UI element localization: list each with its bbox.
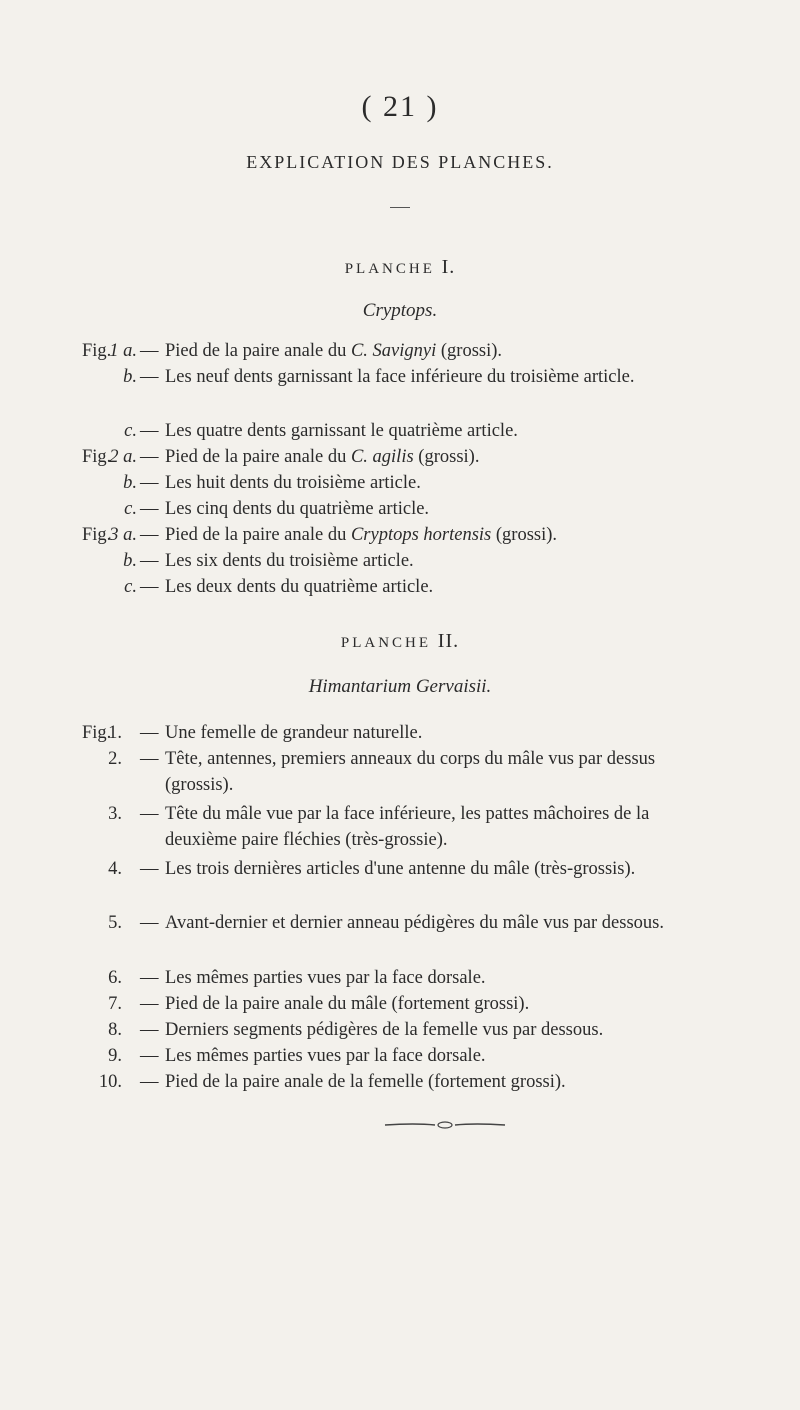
entry-dash: —	[140, 577, 159, 597]
entry-dash: —	[140, 525, 159, 545]
planche-1-heading: PLANCHE I.	[344, 256, 456, 278]
entry-dash: —	[140, 749, 159, 769]
entry-dash: —	[140, 447, 159, 467]
entry-text: Pied de la paire anale du C. Savignyi (grossi).	[165, 341, 503, 361]
end-ornament	[380, 1120, 510, 1130]
fig-label: Fig.	[82, 447, 112, 467]
entry-text: Une femelle de grandeur naturelle.	[165, 723, 423, 743]
entry-number: 2.	[108, 749, 122, 769]
entry-text: Les neuf dents garnissant la face inférieure du troisième article.	[165, 367, 635, 387]
entry-number: 7.	[108, 994, 122, 1014]
entry-text: Pied de la paire anale de la femelle (fortement grossi).	[165, 1072, 566, 1092]
entry-text: Avant-dernier et dernier anneau pédigères du mâle vus par dessous.	[165, 913, 664, 933]
entry-number: 8.	[108, 1020, 122, 1040]
entry-text: Les deux dents du quatrième article.	[165, 577, 434, 597]
entry-text: Tête, antennes, premiers anneaux du corps du mâle vus par dessus (grossis).	[165, 749, 656, 795]
planche-2-genus: Himantarium Gervaisii.	[308, 676, 492, 697]
entry-number: 10.	[98, 1072, 122, 1092]
page-title: EXPLICATION DES PLANCHES.	[246, 152, 554, 172]
title-rule	[390, 207, 410, 208]
entry-dash: —	[140, 1046, 159, 1066]
entry-dash: —	[140, 551, 159, 571]
entry-letter: 3 a.	[109, 525, 137, 545]
entry-dash: —	[140, 913, 159, 933]
entry-dash: —	[140, 341, 159, 361]
entry-dash: —	[140, 367, 159, 387]
entry-text: Tête du mâle vue par la face inférieure, les pattes mâchoires de la deuxième paire fléchies (très-grossie).	[165, 804, 650, 850]
entry-letter: c.	[124, 421, 137, 441]
entry-text: Les six dents du troisième article.	[165, 551, 414, 571]
entry-letter: 1 a.	[109, 341, 137, 361]
entry-dash: —	[140, 723, 159, 743]
entry-dash: —	[140, 968, 159, 988]
entry-letter: b.	[123, 367, 137, 387]
entry-dash: —	[140, 499, 159, 519]
entry-letter: 2 a.	[109, 447, 137, 467]
entry-dash: —	[140, 859, 159, 879]
entry-text: Derniers segments pédigères de la femelle vus par dessous.	[165, 1020, 604, 1040]
entry-number: 4.	[108, 859, 122, 879]
entry-text: Pied de la paire anale du Cryptops hortensis (grossi).	[165, 525, 558, 545]
planche-2-heading: PLANCHE II.	[340, 630, 460, 652]
entry-letter: c.	[124, 499, 137, 519]
entry-dash: —	[140, 994, 159, 1014]
entry-number: 6.	[108, 968, 122, 988]
entry-number: 5.	[108, 913, 122, 933]
entry-text: Les trois dernières articles d'une antenne du mâle (très-grossis).	[165, 859, 636, 879]
entry-text: Pied de la paire anale du mâle (fortement grossi).	[165, 994, 530, 1014]
fig-label: Fig.	[82, 341, 112, 361]
entry-dash: —	[140, 1020, 159, 1040]
entry-number: 9.	[108, 1046, 122, 1066]
fig-label: Fig.	[82, 525, 112, 545]
entry-number: 3.	[108, 804, 122, 824]
entry-text: Les cinq dents du quatrième article.	[165, 499, 430, 519]
entry-number: 1.	[108, 723, 122, 743]
fig-label: Fig.	[82, 723, 112, 743]
entry-text: Les mêmes parties vues par la face dorsale.	[165, 968, 486, 988]
entry-dash: —	[140, 804, 159, 824]
entry-dash: —	[140, 473, 159, 493]
entry-letter: b.	[123, 473, 137, 493]
page-number: ( 21 )	[361, 90, 439, 123]
entry-text: Les quatre dents garnissant le quatrième article.	[165, 421, 518, 441]
entry-dash: —	[140, 421, 159, 441]
entry-text: Pied de la paire anale du C. agilis (grossi).	[165, 447, 480, 467]
planche-1-genus: Cryptops.	[362, 300, 438, 321]
entry-text: Les mêmes parties vues par la face dorsale.	[165, 1046, 486, 1066]
entry-letter: b.	[123, 551, 137, 571]
entry-dash: —	[140, 1072, 159, 1092]
entry-text: Les huit dents du troisième article.	[165, 473, 421, 493]
entry-letter: c.	[124, 577, 137, 597]
